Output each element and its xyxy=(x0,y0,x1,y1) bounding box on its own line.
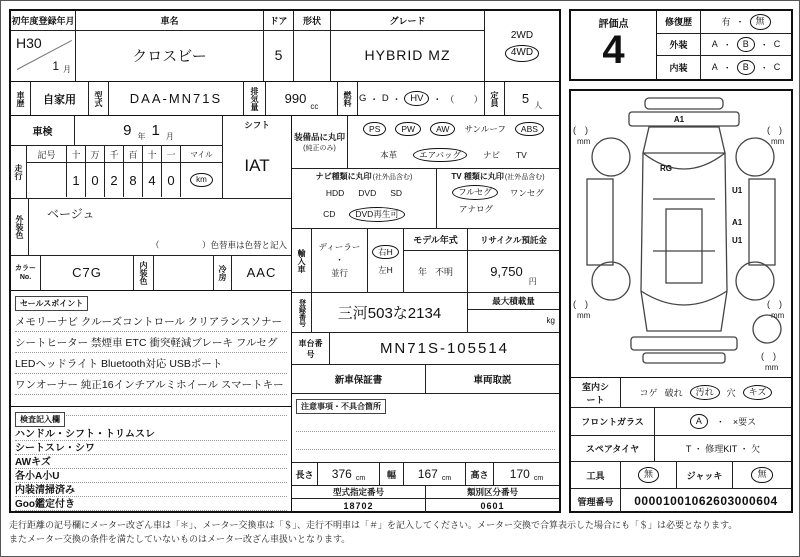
tv-oneseg: ワンセグ xyxy=(509,187,544,198)
left-handle: 左H xyxy=(378,265,393,276)
mileage-col-header: 十 xyxy=(143,146,162,162)
max-load-label: 最大積載量 xyxy=(468,293,559,310)
mileage-col-header: 万 xyxy=(86,146,105,162)
type-designation-label: 型式指定番号 xyxy=(292,486,425,499)
color-change-note: （ ）色替車は色替と記入 xyxy=(150,239,287,250)
mileage-sign-value xyxy=(27,163,67,197)
footer-line-2: またメーター交換の条件を満たしていないものはメーター改ざん車扱いとなります。 xyxy=(9,533,351,544)
grade-label: グレード xyxy=(331,11,484,31)
mileage-digit: 2 xyxy=(105,163,124,197)
equipment-row1 xyxy=(348,116,559,142)
shaken-month: 1 xyxy=(151,122,160,139)
mile-header: マイル xyxy=(190,149,213,159)
ac-label: 冷房 xyxy=(214,256,232,290)
seat-hole: 穴 xyxy=(726,388,736,398)
diagram-side-mark-3: U1 xyxy=(732,236,743,245)
tread-bracket: ( ) xyxy=(573,299,588,309)
car-name-label: 車名 xyxy=(76,11,263,31)
fuel-dot1: ・ xyxy=(369,94,379,106)
nav-type-cell xyxy=(292,169,437,228)
history-value: 自家用 xyxy=(31,82,89,115)
grade-c: C xyxy=(773,62,781,73)
repair-history-label: 修復歴 xyxy=(657,11,701,33)
height-label: 高さ xyxy=(466,463,494,485)
ac-value: AAC xyxy=(246,265,277,281)
equip-airbag-circled: エアバッグ xyxy=(413,148,467,163)
model-year-value: 不明 xyxy=(434,267,453,277)
import-label: 輸入車 xyxy=(292,229,312,292)
mileage-row xyxy=(11,146,222,198)
management-number-value: 00001001062603000604 xyxy=(634,494,778,508)
mileage-col-header: 千 xyxy=(105,146,124,162)
reg-month: 1 xyxy=(52,59,59,73)
length-label: 長さ xyxy=(292,463,318,485)
nav-type-label: ナビ種類に丸印 xyxy=(315,172,372,181)
first-registration-label: 初年度登録年月 xyxy=(11,11,75,31)
displacement-value: 990 xyxy=(284,91,307,106)
drive-2wd: 2WD xyxy=(510,30,534,42)
caution-line-empty xyxy=(296,414,555,432)
shift-label: シフト xyxy=(244,120,270,130)
equip-pw-circled: PW xyxy=(395,122,421,137)
grade-a: A xyxy=(711,39,718,50)
sales-line: メモリーナビ クルーズコントロール クリアランスソナー xyxy=(15,311,287,332)
fuel-g: G xyxy=(358,93,367,104)
equipment-note: (純正のみ) xyxy=(303,145,336,152)
tv-type-cell xyxy=(437,169,559,228)
fuel-hv-circled: HV xyxy=(404,91,429,107)
max-load-unit: kg xyxy=(546,316,555,325)
width-unit: cm xyxy=(441,475,452,482)
mileage-digit: 8 xyxy=(124,163,143,197)
capacity-unit: 人 xyxy=(534,101,543,110)
spare-tire-row xyxy=(571,436,791,462)
check-line: 各小A小U xyxy=(15,469,287,483)
drive-type-cell xyxy=(485,11,559,81)
displacement-label: 排気量 xyxy=(244,82,266,115)
spec-row xyxy=(11,81,559,115)
drive-4wd-circled: 4WD xyxy=(505,45,539,62)
tools-row xyxy=(571,462,791,489)
type-designation-value: 18702 xyxy=(343,501,374,511)
score-label: 評価点 xyxy=(598,19,629,30)
grade-cell xyxy=(331,11,485,81)
model-year-cell xyxy=(404,229,468,292)
equipment-row xyxy=(292,116,559,169)
exterior-grade-row xyxy=(657,34,791,57)
grade-value: HYBRID MZ xyxy=(364,47,451,63)
repair-no-circled: 無 xyxy=(750,14,771,29)
score-value: 4 xyxy=(602,28,625,72)
car-top-view-svg xyxy=(571,91,791,376)
exterior-color-value: ベージュ xyxy=(47,206,95,221)
equip-abs-circled: ABS xyxy=(515,122,544,137)
mileage-col-header: 十 xyxy=(67,146,86,162)
exterior-b-circled: B xyxy=(737,37,755,52)
handle-cell xyxy=(368,229,404,292)
height-value: 170 xyxy=(509,467,530,481)
tv-type-label: TV 種類に丸印 xyxy=(451,172,504,181)
height-unit: cm xyxy=(533,475,544,482)
shaken-year: 9 xyxy=(123,122,132,139)
tread-unit: mm xyxy=(771,311,785,320)
mileage-col-header: 一 xyxy=(162,146,181,162)
exterior-grade-label: 外装 xyxy=(657,34,701,56)
equip-navi: ナビ xyxy=(482,150,500,160)
recycle-unit: 円 xyxy=(528,277,537,286)
fuel-dot3: ・ xyxy=(432,94,442,106)
sales-points-area xyxy=(11,291,291,407)
dot: ・ xyxy=(735,17,745,28)
displacement-cell xyxy=(266,82,338,115)
tv-analog: アナログ xyxy=(458,204,493,214)
color-no-label: カラーNo. xyxy=(11,256,41,290)
tools-none-circled: 無 xyxy=(638,467,659,482)
reg-no-row xyxy=(292,293,559,333)
class-number-label: 類別区分番号 xyxy=(426,486,559,499)
dot: ・ xyxy=(722,39,732,50)
chassis-label: 車台番号 xyxy=(298,338,323,359)
warranty-cell: 新車保証書 xyxy=(292,365,426,393)
shift-value: IAT xyxy=(244,155,270,175)
shaken-month-unit: 月 xyxy=(165,132,174,141)
windshield-label: フロントガラス xyxy=(571,408,655,435)
exterior-color-label: 外装色 xyxy=(11,199,29,255)
first-registration-value xyxy=(11,31,75,79)
diagram-side-mark-2: A1 xyxy=(732,218,743,227)
equipment-row2 xyxy=(348,142,559,168)
nav-tv-row xyxy=(292,169,559,229)
left-block xyxy=(11,116,292,513)
damage-diagram xyxy=(571,91,791,378)
tv-type-note: (社外品含む) xyxy=(504,173,545,181)
tread-bracket: ( ) xyxy=(761,351,776,361)
mileage-digit: 0 xyxy=(86,163,105,197)
check-line: シートスレ・シワ xyxy=(15,441,287,455)
car-name: クロスビー xyxy=(132,47,207,65)
fuel-paren: （ ） xyxy=(445,94,484,106)
displacement-unit: cc xyxy=(310,102,319,111)
nav-dvd: DVD xyxy=(358,187,377,198)
color-no-value: C7G xyxy=(41,256,134,290)
capacity-cell xyxy=(505,82,559,115)
windshield-row xyxy=(571,408,791,436)
management-number-label: 管理番号 xyxy=(571,489,621,513)
manual-cell: 車両取説 xyxy=(473,375,512,386)
km-circled: km xyxy=(190,173,213,187)
mileage-sign-header: 記号 xyxy=(27,146,67,162)
repair-history-row xyxy=(657,11,791,34)
dot: ・ xyxy=(722,62,732,73)
tread-unit: mm xyxy=(771,137,785,146)
docs-row xyxy=(292,365,559,394)
import-dot: ・ xyxy=(335,255,344,266)
grade-c: C xyxy=(773,39,781,50)
import-parallel: 並行 xyxy=(330,267,348,278)
equip-aw-circled: AW xyxy=(430,122,455,137)
reg-no-value: 三河503な2134 xyxy=(312,293,468,332)
dot: ・ xyxy=(759,62,769,73)
shape-value xyxy=(294,31,330,79)
seat-condition-row xyxy=(571,378,791,408)
dot: ・ xyxy=(715,417,725,427)
color-no-row xyxy=(11,256,291,291)
tread-bracket: ( ) xyxy=(767,125,782,135)
sales-line: シートヒーター 禁煙車 ETC 衝突軽減ブレーキ フルセグ xyxy=(15,332,287,353)
right-handle-circled: 右H xyxy=(372,245,399,260)
footer-line-1: 走行距離の記号欄にメーター改ざん車は「＊」、メーター交換車は「＄」、走行不明車は「＃」を記入してください。メーター交換で合算表示した場合にも「＄」は必要となります。 xyxy=(9,520,738,530)
equip-ps-circled: PS xyxy=(363,122,386,137)
shift-cell xyxy=(223,116,291,198)
reg-year: H30 xyxy=(16,35,42,51)
capacity-value: 5 xyxy=(521,91,530,106)
reg-month-unit: 月 xyxy=(63,65,71,74)
recycle-label: リサイクル預託金 xyxy=(468,229,559,251)
nav-sd: SD xyxy=(390,187,403,198)
import-dealer: ディーラー xyxy=(318,242,361,253)
equip-tv: TV xyxy=(515,150,527,160)
chassis-value: MN71S-105514 xyxy=(379,340,510,357)
equipment-label: 装備品に丸印 xyxy=(293,132,345,142)
tread-bracket: ( ) xyxy=(573,125,588,135)
inspection-notes-tag: 検査記入欄 xyxy=(15,412,65,427)
dimensions-row xyxy=(292,462,559,486)
sales-points-tag: セールスポイント xyxy=(15,296,88,311)
recycle-value: 9,750 xyxy=(490,264,523,279)
shaken-row xyxy=(11,116,222,146)
equip-leather: 本革 xyxy=(380,150,398,160)
inspection-notes-area xyxy=(11,407,291,513)
check-line: AWキズ xyxy=(15,455,287,469)
dot: ・ xyxy=(759,39,769,50)
check-line: ハンドル・シフト・トリムスレ xyxy=(15,427,287,441)
diagram-glass-mark: RG xyxy=(660,164,672,173)
car-name-cell xyxy=(76,11,264,81)
seat-stain-circled: 汚れ xyxy=(690,385,720,400)
import-dealer-cell xyxy=(312,229,368,292)
spare-tire-value: T ・ 修理KIT ・ 欠 xyxy=(685,444,761,454)
tread-unit: mm xyxy=(577,311,591,320)
recycle-cell xyxy=(468,229,559,292)
seat-scratch-circled: キズ xyxy=(743,385,773,400)
shaken-mileage-area xyxy=(11,116,291,199)
capacity-label: 定員 xyxy=(485,82,505,115)
seat-tear: 破れ xyxy=(664,388,683,398)
caution-area xyxy=(292,394,559,462)
sales-line: LEDヘッドライト Bluetooth対応 USBポート xyxy=(15,353,287,374)
check-line: 内装清掃済み xyxy=(15,483,287,497)
middle-block xyxy=(292,116,559,513)
class-number-value: 0601 xyxy=(480,501,505,511)
tread-unit: mm xyxy=(577,137,591,146)
interior-b-circled: B xyxy=(737,60,755,75)
grade-a: A xyxy=(711,62,718,73)
width-label: 幅 xyxy=(380,463,404,485)
tread-unit: mm xyxy=(765,363,779,372)
management-number-row xyxy=(571,489,791,513)
mileage-digit: 1 xyxy=(67,163,86,197)
nav-type-note: (社外品含む) xyxy=(372,173,413,181)
sales-line: ワンオーナー 純正16インチアルミホイール スマートキー xyxy=(15,374,287,395)
model-code-label: 型式 xyxy=(89,82,109,115)
door-label: ドア xyxy=(264,11,293,31)
jack-none-circled: 無 xyxy=(751,467,772,482)
nav-dvd-play-circled: DVD再生可 xyxy=(349,207,404,222)
length-unit: cm xyxy=(355,475,366,482)
tools-label: 工具 xyxy=(571,462,621,488)
tv-fullseg-circled: フルセグ xyxy=(452,185,498,200)
chassis-row xyxy=(292,333,559,365)
shaken-value xyxy=(75,116,222,145)
tread-bracket: ( ) xyxy=(767,299,782,309)
diagram-front-mark: A1 xyxy=(673,115,685,124)
import-row xyxy=(292,229,559,293)
shape-cell xyxy=(294,11,331,81)
mileage-col-header: 百 xyxy=(124,146,143,162)
fuel-dot2: ・ xyxy=(391,94,402,106)
length-value: 376 xyxy=(331,467,352,481)
top-row xyxy=(11,11,559,81)
mileage-label: 走行 xyxy=(11,146,27,198)
fuel-d: D xyxy=(381,93,389,104)
repair-yes: 有 xyxy=(721,17,731,28)
shaken-year-unit: 年 xyxy=(137,132,146,141)
shaken-label: 車検 xyxy=(11,116,75,145)
first-registration-cell xyxy=(11,11,76,81)
spare-tire-label: スペアタイヤ xyxy=(571,436,655,461)
model-code: DAA-MN71S xyxy=(109,82,244,115)
mileage-digits xyxy=(27,163,222,197)
interior-grade-label: 内装 xyxy=(657,56,701,79)
seat-burn: コゲ xyxy=(639,388,658,398)
caution-line-empty xyxy=(296,432,555,450)
mileage-digit: 4 xyxy=(143,163,162,197)
interior-color-label: 内装色 xyxy=(134,256,154,290)
width-value: 167 xyxy=(417,467,438,481)
nav-cd: CD xyxy=(323,209,336,220)
interior-color-value xyxy=(154,256,214,290)
shape-label: 形状 xyxy=(294,11,330,31)
fuel-label: 燃料 xyxy=(338,82,358,115)
model-year-label: モデル年式 xyxy=(404,229,467,251)
caution-tag: 注意事項・不具合箇所 xyxy=(296,399,386,414)
model-year-unit: 年 xyxy=(417,267,427,277)
equip-sunroof: サンルーフ xyxy=(464,124,506,134)
max-load-cell xyxy=(468,293,559,332)
mileage-digit: 0 xyxy=(162,163,181,197)
main-table xyxy=(9,9,561,513)
seat-label: 室内シート xyxy=(581,381,609,405)
reg-no-label: 登録番号 xyxy=(292,293,312,332)
nav-hdd: HDD xyxy=(325,187,345,198)
body-section xyxy=(11,115,559,513)
exterior-color-row xyxy=(11,199,291,256)
type-number-row xyxy=(292,486,559,513)
jack-label: ジャッキ xyxy=(677,462,733,488)
score-cell xyxy=(571,11,657,79)
diagram-side-mark-1: U1 xyxy=(732,186,743,195)
right-panel xyxy=(569,89,793,513)
door-cell xyxy=(264,11,294,81)
fuel-cell xyxy=(358,82,485,115)
windshield-x: ×要ス xyxy=(732,417,757,427)
footer-notes xyxy=(9,519,797,546)
history-label: 車歴 xyxy=(11,82,31,115)
interior-grade-row xyxy=(657,56,791,79)
door-count: 5 xyxy=(274,47,283,63)
check-line: Goo鑑定付き xyxy=(15,497,287,511)
windshield-a-circled: A xyxy=(690,414,708,429)
rating-box xyxy=(569,9,793,81)
mileage-headers xyxy=(27,146,222,163)
